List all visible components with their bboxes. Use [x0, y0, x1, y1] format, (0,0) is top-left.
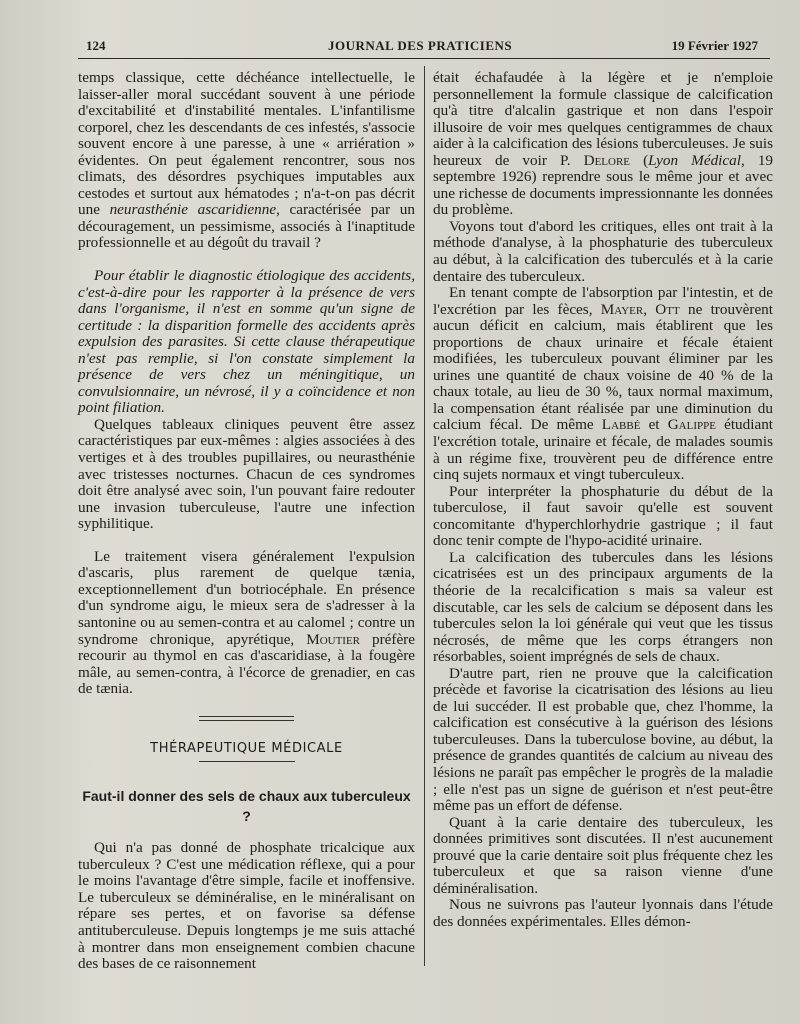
paragraph: La calcification des tubercules dans les lésions cicatrisées est un des principaux arguments de la théorie de la recalcification s mais sa valeur est discutable, car les sels de calcium se déposent dans les tubercules selon la loi générale qui veut que les tissus nécrosés, de même que les corps étrangers non résorbables, soient imprégnés de sels de chaux. — [433, 548, 773, 666]
section-separator — [199, 716, 294, 721]
header-rule — [78, 58, 770, 59]
paragraph: Voyons tout d'abord les critiques, elles ont trait à la méthode d'analyse, à la phosphaturie des tuberculeux au début, à la calcification des tuberculés et à la carie dentaire des tuberculeux. — [433, 217, 773, 285]
paragraph: était échafaudée à la légère et je n'emploie personnellement la formule classique de calcification qu'à titre d'alcalin gastrique et non dans l'espoir illusoire de voir mes quelques centigrammes de chaux aider à la calcification des lésions tuberculeuses. Je suis heureux de voir P. Delore (Lyon Médical, 19 septembre 1926) reprendre sous le même jour et avec une richesse de documents impressionnante les données du problème. — [433, 69, 774, 219]
section-heading-rule — [199, 761, 295, 762]
paragraph: Nous ne suivrons pas l'auteur lyonnais dans l'étude des données expérimentales. Elles démon- — [433, 896, 773, 930]
page-number: 124 — [86, 38, 106, 53]
paragraph: Quant à la carie dentaire des tuberculeux, les données primitives sont discutées. Il n'est aucunement prouvé que la carie dentaire soit plus fréquente chez les tuberculeux et que sa raison vienne d'une déminéralisation. — [433, 813, 773, 897]
paragraph-italic: Pour établir le diagnostic étiologique des accidents, c'est-à-dire pour les rapporter à la présence de vers dans l'organisme, il n'est en somme qu'un signe de certitude : la disparition formelle des accidents après expulsion des parasites. Si cette clause thérapeutique n'est pas remplie, si l'on constate simplement la présence de vers chez un méningitique, un convulsionnaire, un névrosé, il y a coïncidence et non point filiation. — [78, 267, 415, 417]
column-divider — [424, 66, 425, 966]
paragraph: Qui n'a pas donné de phosphate tricalcique aux tuberculeux ? C'est une médication réflexe, qui a pour le moins l'avantage d'être simple, facile et inoffensive. Le tuberculeux se déminéralise, en le minéralisant on répare ses pertes, et on favorise sa défense antituberculeuse. Depuis longtemps je me suis attaché à montrer dans mon enseignement combien chacune des bases de ce raisonnement — [78, 839, 415, 973]
paragraph: Quelques tableaux cliniques peuvent être assez caractéristiques par eux-mêmes : algies associées à des vertiges et à des troubles pupillaires, ou neurasthénie avec tristesses nocturnes. Chacun de ces syndromes doit être analysé avec soin, l'un pouvant faire redouter une invasion tuberculeuse, l'autre une infection syphilitique. — [78, 415, 415, 533]
paragraph: D'autre part, rien ne prouve que la calcification précède et favorise la cicatrisation des lésions au lieu de lui succéder. Il est probable que, chez l'homme, la calcification est consécutive à la guérison des lésions tuberculeuses. Dans la tuberculose bovine, au début, la présence de grandes quantités de calcium au niveau des lésions ne paraît pas empêcher le progrès de la maladie ; elle n'est pas un signe de guérison et n'est peut-être même pas un effort de défense. — [433, 664, 773, 815]
article-title: Faut-il donner des sels de chaux aux tuberculeux ? — [82, 788, 411, 825]
paragraph: Le traitement visera généralement l'expulsion d'ascaris, plus rarement de quelque tænia, exceptionnellement d'un botriocéphale. En présence d'un syndrome aigu, le mieux sera de s'adresser à la santonine ou au semen-contra et au calomel ; contre un syndrome chronique, apyrétique, Moutier préfère recourir au thymol en cas d'ascaridiase, à la fougère mâle, au semen-contra, à l'écorce de grenadier, en cas de tænia. — [78, 547, 415, 698]
paragraph: Pour interpréter la phosphaturie du début de la tuberculose, il faut savoir qu'elle est souvent concomitante d'hyperchlorhydrie gastrique ; il faut donc tenir compte de l'hypo-acidité urinaire. — [433, 482, 773, 550]
right-column — [433, 70, 773, 930]
left-column — [78, 70, 415, 973]
journal-title: JOURNAL DES PRATICIENS — [328, 38, 513, 53]
page-header — [80, 36, 770, 58]
paragraph: temps classique, cette déchéance intellectuelle, le laisser-aller moral succédant souvent à une période d'excitabilité et d'instabilité mentales. L'infantilisme corporel, chez les descendants de ces infestés, s'associe souvent encore à une paresse, à une « arriération » évidentes. On peut également rencontrer, sous nos climats, des désordres psychiques imputables aux cestodes et surtout aux hématodes ; n'a-t-on pas décrit une neurasthénie ascaridienne, caractérisée par un découragement, un pessimisme, associés à l'inaptitude professionnelle et au dégoût du travail ? — [78, 69, 415, 252]
section-heading: THÉRAPEUTIQUE MÉDICALE — [150, 740, 343, 756]
issue-date: 19 Février 1927 — [671, 38, 758, 53]
paragraph: En tenant compte de l'absorption par l'intestin, et de l'excrétion par les fèces, Mayer, Ott ne trouvèrent aucun déficit en calcium, mais établirent que les proportions de chaux urinaire et fécale étaient modifiées, les tuberculeux pouvant éliminer par les urines une quantité de chaux voisine de 40 % de la chaux totale, au lieu de 30 %, taux normal maximum, la compensation étant réalisée par une diminution du calcium fécal. De même Labbé et Galippe étudiant l'excrétion totale, urinaire et fécale, de malades soumis à un régime fixe, trouvèrent peu de différence entre cinq sujets normaux et vingt tuberculeux. — [433, 284, 774, 484]
